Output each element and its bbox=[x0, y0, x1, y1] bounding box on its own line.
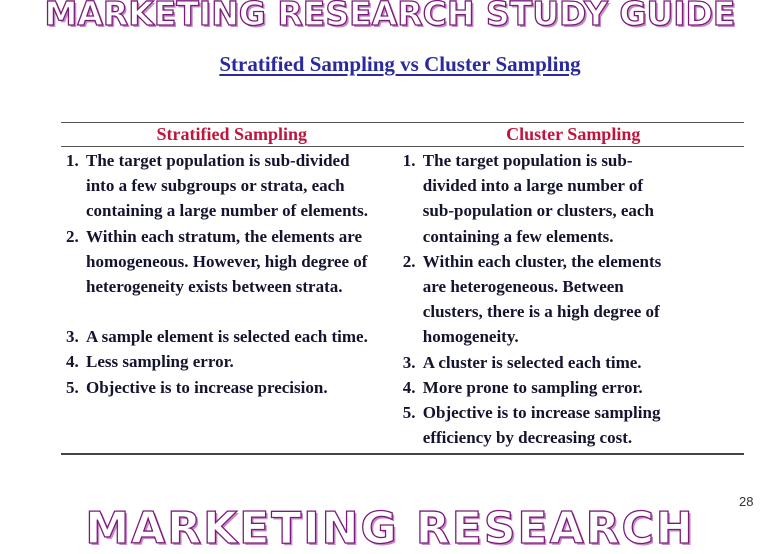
left-item-line: Less sampling error. bbox=[86, 352, 234, 372]
left-item-line: containing a large number of elements. bbox=[86, 201, 369, 221]
cluster-heading: Cluster Sampling bbox=[506, 124, 641, 144]
right-item-number: 4. bbox=[402, 377, 416, 397]
right-item-text bbox=[423, 148, 744, 249]
comparison-table bbox=[61, 122, 744, 455]
left-item-text bbox=[86, 349, 394, 374]
table-body-row bbox=[61, 147, 744, 453]
table-header-row bbox=[61, 123, 744, 147]
header-banner: MARKETING RESEARCH STUDY GUIDE bbox=[44, 0, 736, 33]
right-item-line: More prone to sampling error. bbox=[422, 377, 643, 397]
left-item-line: Within each stratum, the elements are bbox=[86, 226, 363, 246]
right-item-line: Objective is to increase sampling bbox=[422, 403, 661, 423]
left-item-line: homogeneous. However, high degree of bbox=[86, 251, 368, 271]
right-item-line: are heterogeneous. Between bbox=[422, 277, 624, 297]
right-item-line: sub-population or clusters, each bbox=[422, 201, 654, 221]
right-item-text bbox=[423, 400, 744, 450]
right-item-number: 2. bbox=[402, 251, 416, 271]
right-item-number: 5. bbox=[402, 403, 416, 423]
right-item-line: The target population is sub- bbox=[422, 151, 633, 170]
left-item-line: into a few subgroups or strata, each bbox=[86, 176, 345, 196]
left-item-line: The target population is sub-divided bbox=[86, 151, 350, 170]
right-item-line: divided into a large number of bbox=[422, 176, 644, 196]
right-item-text bbox=[423, 249, 744, 350]
slide-title: Stratified Sampling vs Cluster Sampling bbox=[219, 52, 581, 76]
right-item bbox=[403, 350, 744, 375]
left-item-number: 5. bbox=[66, 377, 79, 397]
left-item-text bbox=[86, 324, 394, 349]
left-item-number: 2. bbox=[66, 226, 79, 246]
left-item-line: A sample element is selected each time. bbox=[86, 327, 368, 347]
right-item-text bbox=[423, 350, 744, 375]
right-item-line: homogeneity. bbox=[422, 327, 519, 347]
right-item-line: efficiency by decreasing cost. bbox=[422, 428, 633, 448]
left-item bbox=[66, 324, 394, 349]
left-item bbox=[66, 224, 394, 300]
left-item-number: 3. bbox=[66, 327, 79, 347]
right-item-line: Within each cluster, the elements bbox=[422, 251, 662, 271]
left-item bbox=[66, 349, 394, 374]
right-item bbox=[403, 249, 744, 350]
footer-banner: MARKETING RESEARCH bbox=[85, 503, 695, 554]
right-item bbox=[403, 375, 744, 400]
left-item-line: Objective is to increase precision. bbox=[86, 377, 328, 397]
left-item-line: heterogeneity exists between strata. bbox=[86, 277, 343, 297]
left-item-text bbox=[86, 375, 394, 400]
left-item bbox=[66, 375, 394, 400]
left-item-number: 1. bbox=[66, 151, 79, 170]
right-item-line: A cluster is selected each time. bbox=[422, 352, 642, 372]
right-item-number: 1. bbox=[402, 151, 416, 170]
right-item-line: containing a few elements. bbox=[422, 226, 614, 246]
stratified-heading: Stratified Sampling bbox=[156, 124, 307, 144]
right-item-line: clusters, there is a high degree of bbox=[422, 302, 660, 322]
left-item-text bbox=[86, 148, 394, 224]
left-item-text bbox=[86, 224, 394, 300]
right-item-number: 3. bbox=[402, 352, 416, 372]
left-item-number: 4. bbox=[66, 352, 79, 372]
right-item-text bbox=[423, 375, 744, 400]
stratified-column bbox=[61, 147, 394, 453]
right-item bbox=[403, 400, 744, 450]
page-number: 28 bbox=[739, 494, 754, 509]
left-item bbox=[66, 148, 394, 224]
right-item bbox=[403, 148, 744, 249]
cluster-column bbox=[394, 147, 744, 453]
